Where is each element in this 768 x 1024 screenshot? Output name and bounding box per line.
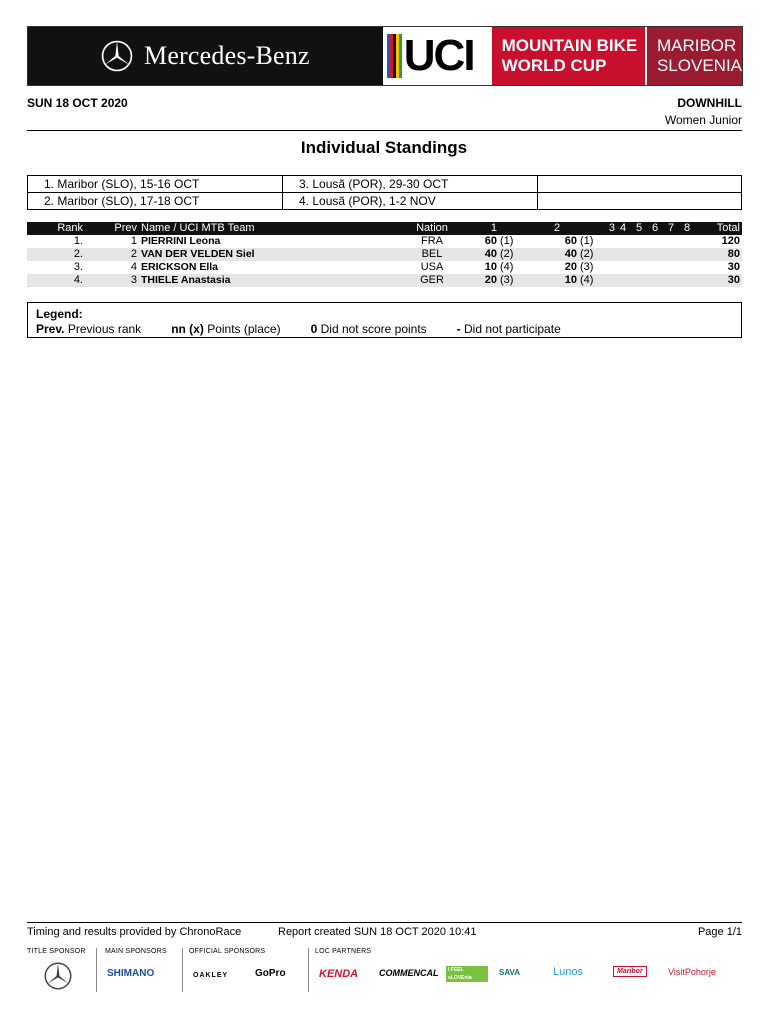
- race2-pts: 10: [564, 274, 577, 286]
- legend-key: nn (x): [171, 322, 204, 336]
- table-row: [27, 248, 742, 261]
- empty-race-cell: [631, 261, 647, 274]
- oakley-logo: OAKLEY: [193, 972, 229, 979]
- events-row: [28, 176, 742, 193]
- events-row: [28, 193, 742, 210]
- sponsor-name: Mercedes-Benz: [144, 41, 310, 70]
- empty-race-cell: [679, 274, 695, 287]
- col-race3: 3: [608, 222, 615, 234]
- empty-race-cell: [663, 248, 679, 261]
- legend-item: [311, 322, 427, 336]
- event-cell: 4. Lousã (POR), 1-2 NOV: [283, 193, 538, 210]
- empty-race-cell: [647, 274, 663, 287]
- empty-race-cell: [647, 235, 663, 248]
- legend-key: 0: [310, 322, 318, 336]
- legend-desc: Did not score points: [320, 322, 427, 336]
- mercedes-star-icon: [43, 961, 73, 991]
- category: Women Junior: [664, 113, 742, 127]
- race2-pts: 60: [564, 235, 577, 247]
- rank: 2.: [73, 248, 83, 260]
- series-line2: WORLD CUP: [501, 56, 607, 75]
- empty-race-cell: [615, 248, 631, 261]
- race2-pts: 20: [564, 261, 577, 273]
- col-race7: 7: [667, 222, 675, 234]
- discipline-bold: DOWN: [677, 96, 716, 110]
- event-cell: [538, 176, 742, 193]
- rider-name: VAN DER VELDEN Siel: [141, 248, 255, 260]
- nation: BEL: [421, 248, 443, 260]
- legend-desc: Did not participate: [464, 322, 561, 336]
- col-race6: 6: [651, 222, 659, 234]
- empty-race-cell: [679, 248, 695, 261]
- race1-place: (3): [500, 274, 514, 286]
- title-sponsor-group: [27, 948, 97, 992]
- footer-divider: [27, 922, 742, 923]
- total-points: 120: [721, 235, 740, 247]
- race2-place: (2): [580, 248, 594, 260]
- visit-pohorje-logo: VisitPohorje: [668, 967, 716, 977]
- rider-name: ERICKSON Ella: [141, 261, 219, 273]
- empty-race-cell: [663, 235, 679, 248]
- gopro-logo: GoPro: [255, 968, 286, 979]
- event-cell: 2. Maribor (SLO), 17-18 OCT: [28, 193, 283, 210]
- prev: 3: [130, 274, 137, 286]
- report-created: Report created SUN 18 OCT 2020 10:41: [278, 926, 477, 938]
- i-feel-slovenia-logo: I FEEL sLOVEnia: [446, 966, 488, 982]
- kenda-logo: KENDA: [319, 968, 359, 980]
- legend-item: [171, 322, 280, 336]
- race2-place: (4): [580, 274, 594, 286]
- page-title: Individual Standings: [300, 138, 468, 157]
- race1-points: [457, 248, 497, 261]
- col-prev: Prev: [114, 222, 137, 234]
- table-row: [27, 261, 742, 274]
- official-sponsor-group: [189, 948, 309, 992]
- nation: USA: [420, 261, 444, 273]
- table-row: [27, 235, 742, 248]
- event-cell: [538, 193, 742, 210]
- standings-header: [27, 222, 742, 235]
- series-name: [492, 27, 645, 85]
- rank: 4.: [73, 274, 83, 286]
- col-race4: 4: [619, 222, 627, 234]
- total-points: 30: [727, 274, 740, 286]
- timing-credit: Timing and results provided by ChronoRace: [27, 926, 242, 938]
- col-total: Total: [716, 222, 740, 234]
- rank: 1.: [73, 235, 83, 247]
- col-race5: 5: [635, 222, 643, 234]
- legend-desc: Previous rank: [67, 322, 142, 336]
- legend-item: [457, 322, 561, 336]
- col-rank: Rank: [57, 222, 83, 234]
- col-race8: 8: [683, 222, 691, 234]
- nation: GER: [420, 274, 444, 286]
- empty-race-cell: [615, 274, 631, 287]
- legend-title: Legend:: [36, 307, 83, 321]
- empty-race-cell: [631, 235, 647, 248]
- main-sponsor-label: MAIN SPONSORS: [105, 948, 167, 955]
- commencal-logo: COMMENCAL: [379, 968, 439, 978]
- event-banner: [27, 26, 743, 86]
- col-name: Name / UCI MTB Team: [141, 222, 255, 234]
- race1-points: [457, 274, 497, 287]
- total-points: 80: [727, 248, 740, 260]
- col-nation: Nation: [416, 222, 448, 234]
- race2-points: [537, 248, 577, 261]
- race1-place: (4): [500, 261, 514, 273]
- table-row: [27, 274, 742, 287]
- race-date: SUN 18 OCT 2020: [27, 96, 128, 110]
- empty-race-cell: [615, 235, 631, 248]
- empty-race-cell: [631, 274, 647, 287]
- main-sponsor-group: [105, 948, 183, 992]
- nation: FRA: [421, 235, 443, 247]
- race2-points: [537, 261, 577, 274]
- race2-pts: 40: [564, 248, 577, 260]
- total-points: 30: [727, 261, 740, 273]
- shimano-logo: SHIMANO: [107, 968, 155, 979]
- mercedes-benz-logo: [28, 27, 383, 85]
- divider: [27, 130, 742, 131]
- maribor-logo: Maribor: [613, 966, 647, 977]
- rider-name: PIERRINI Leona: [141, 235, 221, 247]
- uci-logo: [383, 27, 492, 85]
- page-number: Page 1/1: [697, 926, 742, 938]
- event-cell: 3. Lousã (POR), 29-30 OCT: [283, 176, 538, 193]
- race1-points: [457, 235, 497, 248]
- mercedes-star-icon: [100, 39, 134, 73]
- race1-pts: 40: [484, 248, 497, 260]
- legend-box: [27, 302, 742, 338]
- race1-pts: 20: [484, 274, 497, 286]
- lunos-logo: Lunos: [553, 966, 583, 978]
- uci-text: UCI: [403, 31, 474, 80]
- race2-place: (1): [580, 235, 594, 247]
- footer: [27, 926, 742, 938]
- legend-desc: Points (place): [207, 322, 281, 336]
- venue-name: [645, 27, 742, 85]
- title-sponsor-label: TITLE SPONSOR: [27, 948, 86, 955]
- rider-name: THIELE Anastasia: [141, 274, 231, 286]
- empty-race-cell: [647, 261, 663, 274]
- empty-race-cell: [679, 235, 695, 248]
- official-sponsor-label: OFFICIAL SPONSORS: [189, 948, 266, 955]
- legend-item: [36, 322, 141, 336]
- prev: 1: [130, 235, 137, 247]
- race1-place: (2): [500, 248, 514, 260]
- empty-race-cell: [615, 261, 631, 274]
- race2-place: (3): [580, 261, 594, 273]
- discipline-rest: HILL: [715, 96, 742, 110]
- legend-key: Prev.: [36, 322, 65, 336]
- race1-pts: 60: [484, 235, 497, 247]
- legend-items: [36, 322, 733, 336]
- empty-race-cell: [663, 274, 679, 287]
- empty-race-cell: [663, 261, 679, 274]
- events-table: [27, 175, 742, 210]
- rainbow-stripes-icon: [387, 34, 402, 78]
- loc-partners-group: [315, 948, 742, 992]
- race1-points: [457, 261, 497, 274]
- empty-race-cell: [679, 261, 695, 274]
- legend-key: -: [456, 322, 461, 336]
- standings-table: [27, 222, 742, 287]
- col-race2: 2: [553, 222, 561, 234]
- series-line1: MOUNTAIN BIKE: [501, 36, 638, 55]
- race1-place: (1): [500, 235, 514, 247]
- race1-pts: 10: [484, 261, 497, 273]
- event-cell: 1. Maribor (SLO), 15-16 OCT: [28, 176, 283, 193]
- prev: 4: [130, 261, 137, 273]
- race2-points: [537, 274, 577, 287]
- empty-race-cell: [647, 248, 663, 261]
- rank: 3.: [73, 261, 83, 273]
- race2-points: [537, 235, 577, 248]
- venue-line1: MARIBOR: [656, 36, 737, 55]
- sava-logo: SAVA: [499, 968, 521, 977]
- discipline: [677, 96, 742, 110]
- sponsor-strip: [27, 948, 742, 998]
- col-gap: [497, 222, 537, 235]
- venue-line2: SLOVENIA: [656, 56, 743, 75]
- col-race1: 1: [490, 222, 497, 234]
- loc-partners-label: LOC PARTNERS: [315, 948, 372, 955]
- prev: 2: [130, 248, 137, 260]
- empty-race-cell: [631, 248, 647, 261]
